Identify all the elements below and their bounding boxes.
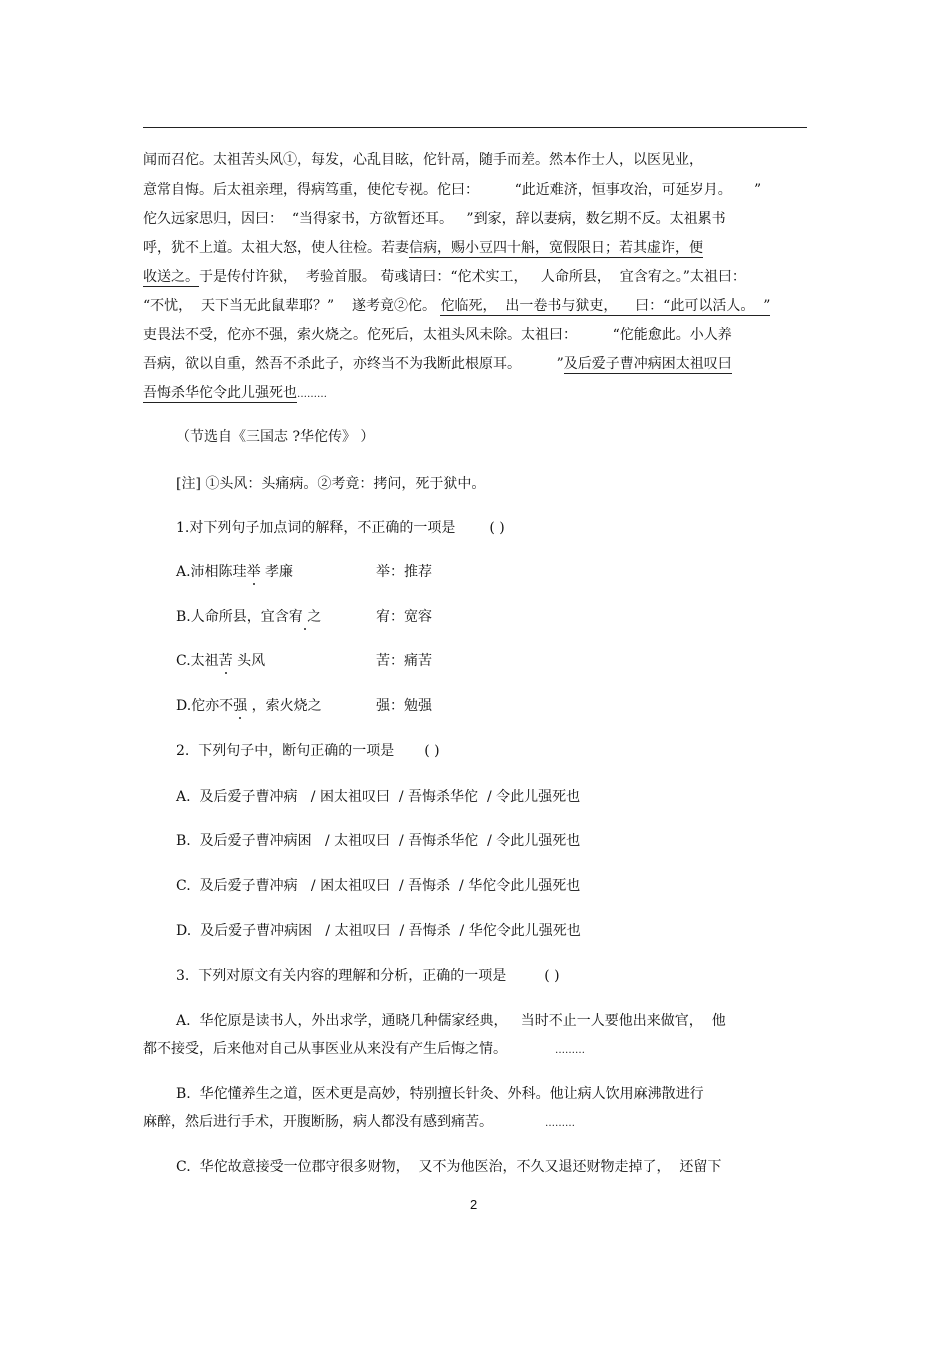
question-2-option-c: C. 及后爱子曹冲病 / 困太祖叹曰 / 吾悔杀 / 华佗令此儿强死也 — [176, 878, 581, 894]
question-2-option-b: B. 及后爱子曹冲病困 / 太祖叹曰 / 吾悔杀华佗 / 令此儿强死也 — [176, 833, 581, 849]
question-3-option-c-line-1: C. 华佗故意接受一位郡守很多财物， 又不为他医治，不久又退还财物走掉了， 还留下 — [176, 1159, 722, 1175]
passage-line-5-plain: 于是传付许狱， 考验首服。 荀彧请曰：“佗术实工， 人命所县， 宜含宥之。”太祖曰： — [199, 269, 746, 285]
question-1-option-d — [176, 696, 322, 716]
passage-line-5-underlined: 收送之。 — [143, 269, 199, 285]
question-1-option-c — [176, 651, 265, 671]
question-2-option-d: D. 及后爱子曹冲病困 / 太祖叹曰 / 吾悔杀 / 华佗令此儿强死也 — [176, 923, 581, 939]
question-3-option-b-line-2 — [143, 1112, 575, 1134]
question-1-option-a-gloss: 举：推荐 — [376, 564, 432, 580]
passage-line-1: 闻而召佗。太祖苦头风①，每发，心乱目眩，佗针鬲，随手而差。然本作士人，以医见业， — [143, 152, 703, 168]
header-rule — [143, 127, 807, 128]
question-1-text: 1.对下列句子加点词的解释，不正确的一项是 — [176, 520, 456, 536]
question-3-bracket: ( ) — [544, 968, 560, 984]
passage-line-8-plain: 吾病，欲以自重，然吾不杀此子，亦终当不为我断此根原耳。 ” — [143, 356, 564, 372]
passage-line-7: 吏畏法不受，佗亦不强，索火烧之。佗死后，太祖头风未除。太祖曰： “佗能愈此。小人养 — [143, 327, 732, 343]
passage-line-8-underlined: 及后爱子曹冲病困太祖叹曰 — [563, 356, 732, 372]
passage-line-6-plain: “不忧， 天下当无此鼠辈耶？” 遂考竟②佗。 — [143, 298, 441, 314]
option-c-dotted-word: 苦 — [218, 653, 233, 669]
page-number: 2 — [470, 1197, 478, 1212]
question-3-option-b-text: 麻醉，然后进行手术，开腹断肠，病人都没有感到痛苦。 — [143, 1114, 493, 1130]
option-c-rest: 头风 — [232, 653, 266, 669]
question-3-option-a-dots: ……… — [555, 1045, 585, 1056]
question-2-bracket: ( ) — [424, 743, 440, 759]
option-b-rest: 之 — [307, 609, 322, 625]
question-3-option-b-line-1: B. 华佗懂养生之道，医术更是高妙，特别擅长针灸、外科。他让病人饮用麻沸散进行 — [176, 1086, 704, 1102]
option-a-label: A.沛相陈珪 — [176, 564, 247, 580]
question-1-option-a — [176, 562, 293, 582]
annotation-note: [注] ①头风：头痛病。②考竟：拷问，死于狱中。 — [176, 476, 486, 492]
question-1-option-c-gloss: 苦：痛苦 — [376, 653, 432, 669]
passage-line-9 — [143, 383, 327, 405]
passage-line-4 — [143, 238, 703, 258]
question-3-option-b-dots: ……… — [545, 1118, 575, 1129]
passage-line-8 — [143, 354, 732, 374]
option-d-dotted-word: 强 — [233, 698, 248, 714]
question-3-option-a-line-2 — [143, 1039, 585, 1061]
question-1-option-b-gloss: 宥：宽容 — [376, 609, 432, 625]
option-c-label: C.太祖 — [176, 653, 219, 669]
question-1-option-d-gloss: 强：勉强 — [376, 698, 432, 714]
passage-line-6-underlined: 佗临死， 出一卷书与狱吏， 曰：“此可以活人。 ” — [440, 298, 771, 314]
option-d-rest: ，索火烧之 — [247, 698, 322, 714]
question-1-bracket: ( ) — [489, 520, 505, 536]
option-a-rest: 孝廉 — [260, 564, 294, 580]
passage-line-6 — [143, 296, 770, 316]
option-d-label: D.佗亦不 — [176, 698, 234, 714]
question-1-stem — [176, 518, 505, 538]
question-3-stem — [176, 966, 560, 986]
passage-line-5 — [143, 267, 746, 287]
question-2-text: 2. 下列句子中，断句正确的一项是 — [176, 743, 395, 759]
passage-line-3: 佗久远家思归，因曰： “当得家书，方欲暂还耳。 ”到家，辞以妻病，数乞期不反。太祖累书 — [143, 211, 726, 227]
question-3-text: 3. 下列对原文有关内容的理解和分析，正确的一项是 — [176, 968, 507, 984]
option-a-dotted-word: 举 — [246, 564, 261, 580]
question-2-stem — [176, 741, 440, 761]
option-b-dotted-word — [303, 609, 307, 625]
passage-line-2: 意常自悔。后太祖亲理，得病笃重，使佗专视。佗曰： “此近难济，恒事攻治，可延岁月。 ” — [143, 182, 762, 198]
question-3-option-a-line-1: A. 华佗原是读书人，外出求学，通晓几种儒家经典， 当时不止一人要他出来做官， 他 — [176, 1013, 726, 1029]
question-3-option-a-text: 都不接受，后来他对自己从事医业从来没有产生后悔之情。 — [143, 1041, 507, 1057]
option-b-label: B.人命所县，宜含宥 — [176, 609, 303, 625]
passage-line-9-underlined: 吾悔杀华佗令此儿强死也 — [143, 385, 297, 401]
passage-line-4-underlined: 信病，赐小豆四十斛，宽假限日；若其虚诈，便 — [409, 240, 703, 256]
source-citation: （节选自《三国志 ?华佗传》 ） — [176, 429, 375, 445]
passage-line-9-dots: ……… — [297, 389, 327, 400]
question-1-option-b — [176, 607, 321, 627]
question-2-option-a: A. 及后爱子曹冲病 / 困太祖叹曰 / 吾悔杀华佗 / 令此儿强死也 — [176, 789, 581, 805]
passage-line-4-plain: 呼，犹不上道。太祖大怒，使人往检。若妻 — [143, 240, 409, 256]
